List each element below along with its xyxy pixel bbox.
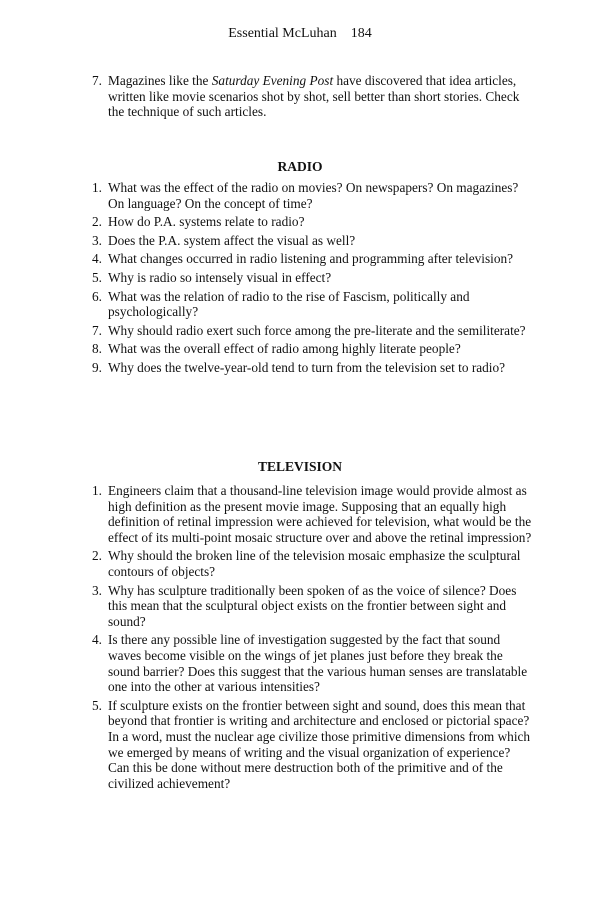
- radio-section: [92, 180, 532, 379]
- list-item: [92, 548, 532, 579]
- list-item: [92, 214, 532, 230]
- list-item: [92, 323, 532, 339]
- item-text-after: have discovered that idea articles, written like movie scenarios shot by shot, sell better than short stories. Check the technique of such articles.: [108, 73, 520, 120]
- item-number: 4.: [92, 251, 102, 267]
- list-item: [92, 632, 532, 694]
- item-number: 4.: [92, 632, 102, 648]
- list-item: [92, 698, 532, 792]
- section-heading-radio: RADIO: [277, 159, 323, 174]
- list-item: [92, 483, 532, 545]
- item-number: 6.: [92, 288, 102, 304]
- magazine-title: Saturday Evening Post: [211, 73, 334, 88]
- list-item: [92, 73, 532, 120]
- book-title: Essential McLuhan: [228, 26, 337, 41]
- item-number: 2.: [92, 214, 102, 230]
- item-text: What was the overall effect of radio among highly literate people?: [108, 341, 461, 357]
- list-item: [92, 289, 532, 320]
- item-number: 3.: [92, 582, 102, 598]
- list-item: [92, 180, 532, 211]
- radio-question-list: [92, 180, 532, 376]
- item-text: Why is radio so intensely visual in effect?: [108, 269, 332, 285]
- item-number: 5.: [92, 269, 102, 285]
- item-text-before: Magazines like the: [108, 73, 212, 88]
- section-heading-television: TELEVISION: [257, 459, 343, 474]
- item-text: Does the P.A. system affect the visual as well?: [108, 232, 356, 248]
- item-text: Why should radio exert such force among the pre-literate and the semiliterate?: [108, 322, 526, 338]
- item-text: How do P.A. systems relate to radio?: [108, 214, 305, 230]
- item-number: 8.: [92, 341, 102, 357]
- item-text: What was the effect of the radio on movies? On newspapers? On magazines? On language? On the concept of time?: [108, 180, 519, 211]
- item-text: If sculpture exists on the frontier between sight and sound, does this mean that beyond that frontier is writing and architecture and enclosed or pictorial space? In a word, must the nuclear age civilize those primitive dimensions from which we emerged by means of writing and the visual organization of experience? Can this be done without mere destruction both of the primitive and of the civilized achievement?: [108, 697, 531, 791]
- item-number: 2.: [92, 548, 102, 564]
- item-text: What changes occurred in radio listening and programming after television?: [108, 251, 514, 267]
- item-number: 7.: [92, 73, 102, 88]
- intro-block: [92, 73, 532, 123]
- item-number: 3.: [92, 232, 102, 248]
- television-section: [92, 483, 532, 794]
- list-item: [92, 583, 532, 630]
- list-item: [92, 341, 532, 357]
- item-text: Why should the broken line of the television mosaic emphasize the sculptural contours of objects?: [108, 548, 521, 579]
- item-text: Is there any possible line of investigation suggested by the fact that sound waves become visible on the wings of jet planes just before they break the sound barrier? Does this suggest that the various human senses are translatable one into the other at various intensities?: [108, 632, 528, 695]
- television-question-list: [92, 483, 532, 791]
- item-text: Why does the twelve-year-old tend to turn from the television set to radio?: [108, 359, 506, 375]
- list-item: [92, 270, 532, 286]
- item-text: What was the relation of radio to the rise of Fascism, politically and psychologically?: [108, 288, 470, 320]
- item-text: Why has sculpture traditionally been spoken of as the voice of silence? Does this mean that the sculptural object exists on the frontier between sight and sound?: [108, 582, 517, 629]
- item-number: 5.: [92, 697, 102, 713]
- list-item: [92, 251, 532, 267]
- intro-list: [92, 73, 532, 120]
- item-number: 1.: [92, 483, 102, 498]
- item-number: 1.: [92, 180, 102, 195]
- list-item: [92, 360, 532, 376]
- running-head: [0, 25, 600, 43]
- item-number: 7.: [92, 322, 102, 338]
- item-number: 9.: [92, 359, 102, 375]
- list-item: [92, 233, 532, 249]
- page-number: 184: [350, 26, 372, 41]
- item-text: Engineers claim that a thousand-line television image would provide almost as high definition as the present movie image. Supposing that an equally high definition of retinal impression were achieved for television, what would be the effect of its multi-point mosaic structure over and above the retinal impression?: [108, 483, 532, 545]
